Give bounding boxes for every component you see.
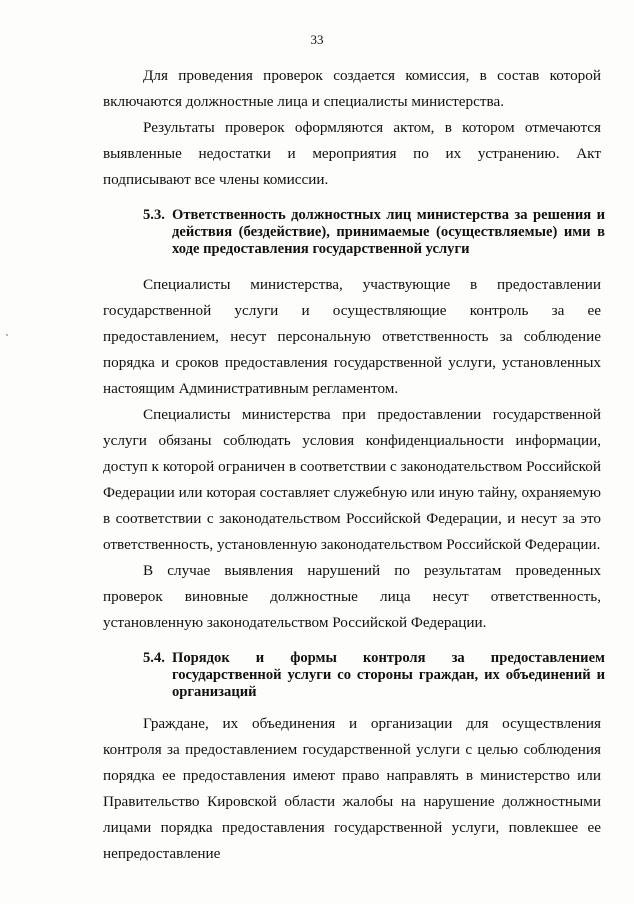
section-heading-5-3 [143,207,605,258]
paragraph-inspection-results: Результаты проверок оформляются актом, в котором отмечаются выявленные недостатки и мероприятия по их устранению. Акт подписывают все члены комиссии. [103,119,601,188]
paragraph-confidentiality: Специалисты министерства при предоставлении государственной услуги обязаны соблюдать условия конфиденциальности информации, доступ к которой ограничен в соответствии с законодательством Российской Федерации или которая составляет служебную или иную тайну, охраняемую в соответствии с законодательством Российской Федерации, и несут за это ответственность, установленную законодательством Российской Федерации. [103,406,601,553]
scan-mark [6,334,8,336]
paragraph-citizen-control: Граждане, их объединения и организации для осуществления контроля за предоставлением государственной услуги с целью соблюдения порядка ее предоставления имеют право направлять в министерство или Правительство Кировской области жалобы на нарушение должностными лицами порядка предоставления государственной услуги, повлекшее ее непредоставление [103,715,601,862]
section-heading-5-4 [143,650,605,701]
paragraph-commission: Для проведения проверок создается комиссия, в состав которой включаются должностные лица и специалисты министерства. [103,67,601,110]
page-number: 33 [310,32,324,47]
section-number: 5.3. [143,207,165,223]
paragraph-personal-responsibility: Специалисты министерства, участвующие в предоставлении государственной услуги и осуществляющие контроль за ее предоставлением, несут персональную ответственность за соблюдение порядка и сроков предоставления государственной услуги, установленных настоящим Административным регламентом. [103,276,601,397]
section-title: Ответственность должностных лиц министерства за решения и действия (бездействие), принимаемые (осуществляемые) ими в ходе предоставления государственной услуги [172,207,605,257]
section-title: Порядок и формы контроля за предоставлением государственной услуги со стороны граждан, их объединений и организаций [172,650,605,700]
paragraph-violations: В случае выявления нарушений по результатам проведенных проверок виновные должностные лица несут ответственность, установленную законодательством Российской Федерации. [103,562,601,631]
section-number: 5.4. [143,650,165,666]
